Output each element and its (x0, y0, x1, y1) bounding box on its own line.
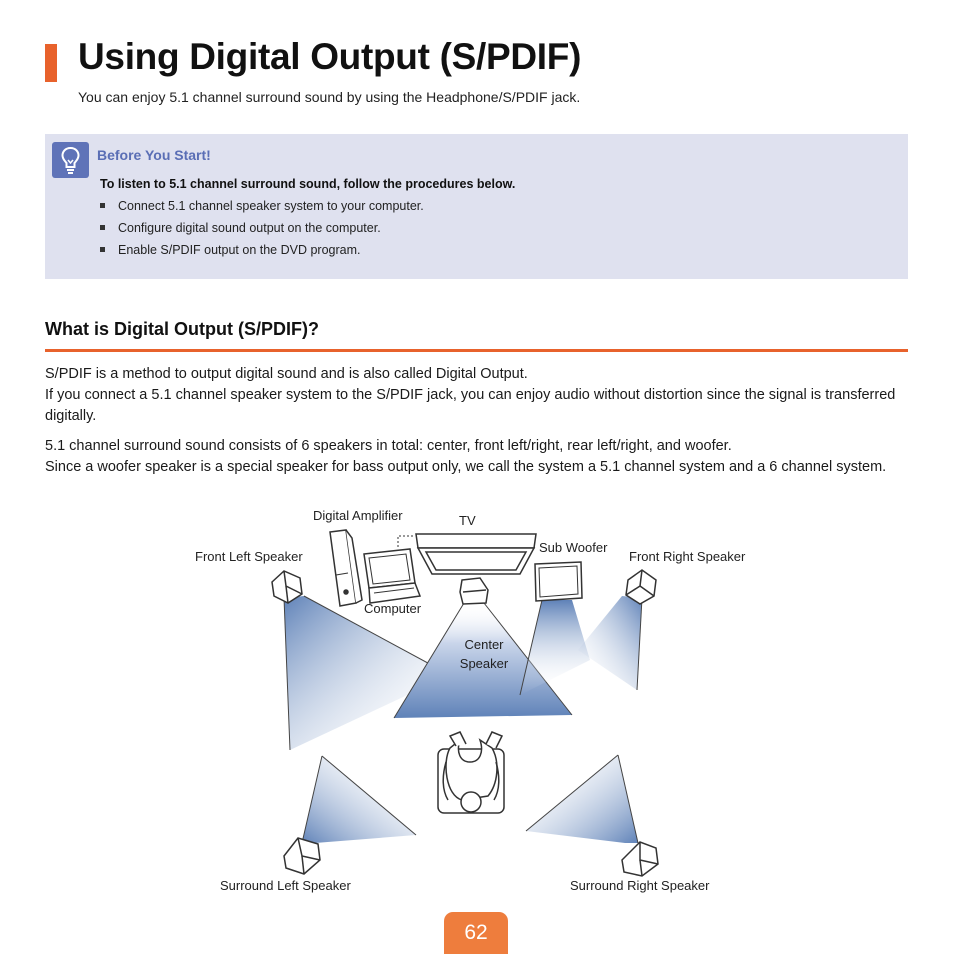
label-digital-amplifier: Digital Amplifier (313, 508, 403, 523)
paragraph-spdif-intro: S/PDIF is a method to output digital sound and is also called Digital Output. If you connect a 5.1 channel speaker system to the S/PDIF jack, you can enjoy audio without distortion since the signal is transferred digitally. (45, 366, 896, 424)
label-computer: Computer (364, 601, 422, 616)
label-front-left-speaker: Front Left Speaker (195, 549, 303, 564)
page-number: 62 (444, 912, 508, 954)
list-item: Configure digital sound output on the computer. (100, 220, 424, 242)
bullet-square-icon (100, 203, 105, 208)
amplifier-cable (398, 536, 414, 547)
tip-heading: Before You Start! (97, 147, 211, 163)
tip-lead: To listen to 5.1 channel surround sound, follow the procedures below. (100, 177, 516, 191)
title-accent-bar (45, 44, 57, 82)
surround-left-speaker-icon (284, 838, 320, 874)
subwoofer-icon (535, 562, 582, 601)
list-item: Connect 5.1 channel speaker system to your computer. (100, 198, 424, 220)
front-right-beam (578, 596, 642, 690)
section-divider (45, 349, 908, 352)
label-tv: TV (459, 513, 476, 528)
listener-icon (438, 732, 504, 813)
paragraph-surround-explanation: 5.1 channel surround sound consists of 6 speakers in total: center, front left/right, rear left/right, and woofer. Since a woofer speaker is a special speaker for bass output only, we call the system a 5.1 channel system and a 6 channel system. (45, 438, 887, 475)
label-center-speaker: Center Speaker (459, 637, 509, 671)
computer-icon (364, 549, 420, 603)
bullet-square-icon (100, 247, 105, 252)
tv-icon (416, 534, 536, 574)
section-title: What is Digital Output (S/PDIF)? (45, 319, 319, 339)
list-item: Enable S/PDIF output on the DVD program. (100, 242, 424, 264)
label-surround-left-speaker: Surround Left Speaker (220, 878, 351, 893)
surround-right-speaker-icon (622, 842, 658, 876)
page-title: Using Digital Output (S/PDIF) (78, 36, 582, 77)
digital-amplifier-icon (330, 530, 362, 606)
page-subtitle: You can enjoy 5.1 channel surround sound by using the Headphone/S/PDIF jack. (78, 89, 581, 105)
before-you-start-box (45, 134, 908, 279)
lightbulb-icon (52, 142, 89, 178)
tip-list (100, 198, 424, 264)
speaker-layout-diagram (180, 500, 780, 900)
bullet-square-icon (100, 225, 105, 230)
label-sub-woofer: Sub Woofer (539, 540, 608, 555)
label-surround-right-speaker: Surround Right Speaker (570, 878, 710, 893)
center-speaker-icon (460, 578, 488, 604)
label-front-right-speaker: Front Right Speaker (629, 549, 746, 564)
